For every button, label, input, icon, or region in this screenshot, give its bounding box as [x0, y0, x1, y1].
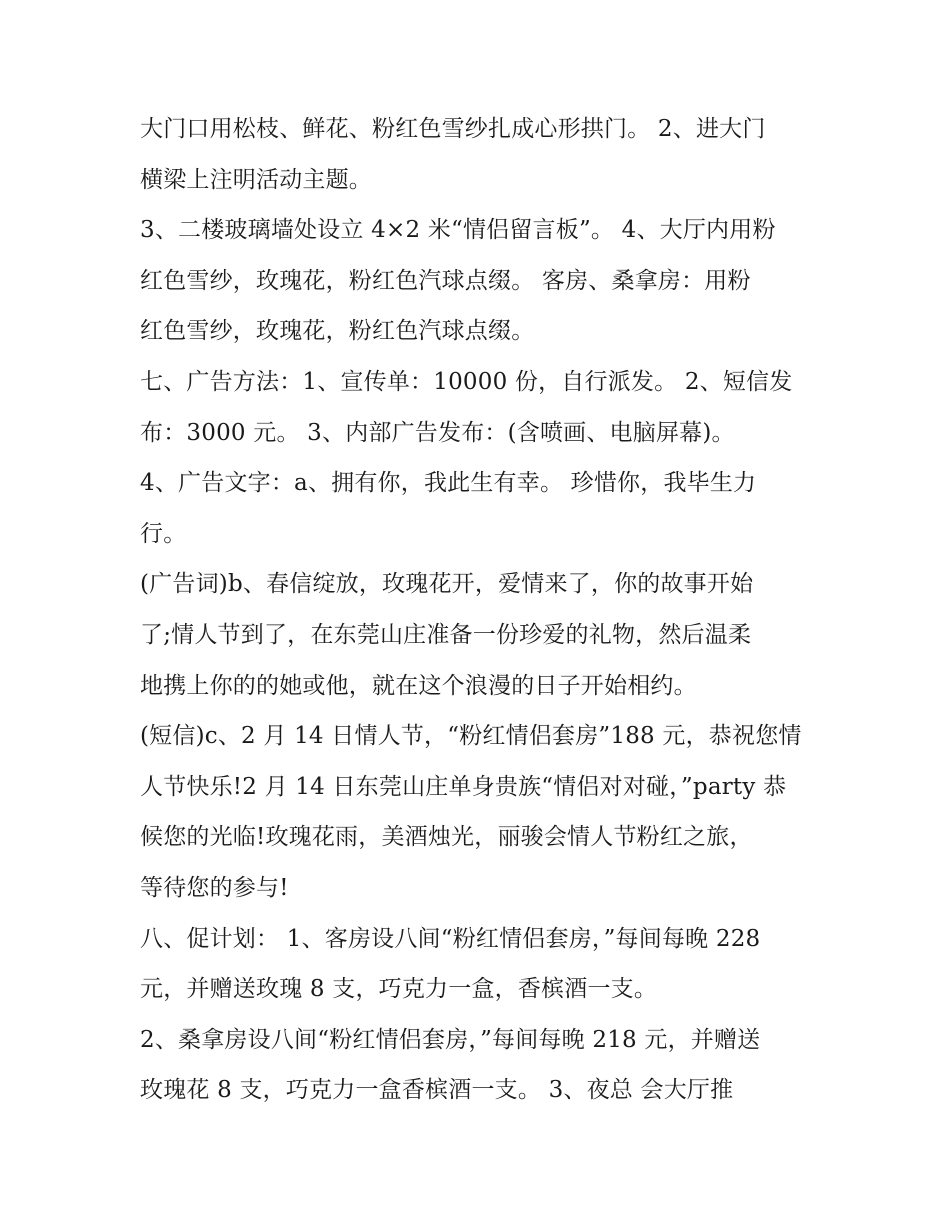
text-line: 七、广告方法：1、宣传单：10000 份，自行派发。 2、短信发: [140, 368, 793, 395]
text-line: 八、促计划： 1、客房设八间“粉红情侣套房，”每间每晚 228: [140, 925, 761, 952]
text-line: 等待您的参与!: [140, 874, 289, 901]
text-line: (广告词)b、春信绽放，玫瑰花开，爱情来了，你的故事开始: [140, 571, 754, 598]
text-line: 3、二楼玻璃墙处设立 4×2 米“情侣留言板”。 4、大厅内用粉: [140, 217, 776, 244]
text-line: 大门口用松枝、鲜花、粉红色雪纱扎成心形拱门。 2、进大门: [140, 116, 766, 142]
text-line: 了;情人节到了，在东莞山庄准备一份珍爱的礼物，然后温柔: [140, 621, 752, 648]
text-line: (短信)c、2 月 14 日情人节，“粉红情侣套房”188 元，恭祝您情: [140, 723, 802, 750]
text-line: 红色雪纱，玫瑰花，粉红色汽球点缀。 客房、桑拿房：用粉: [140, 267, 751, 294]
text-line: 地携上你的的她或他，就在这个浪漫的日子开始相约。: [140, 672, 697, 699]
text-line: 玫瑰花 8 支，巧克力一盒香槟酒一支。 3、夜总 会大厅推: [140, 1077, 734, 1104]
text-line: 行。: [140, 520, 187, 547]
text-line: 横梁上注明活动主题。: [140, 166, 372, 193]
text-line: 2、桑拿房设八间“粉红情侣套房，”每间每晚 218 元，并赠送: [140, 1026, 761, 1053]
text-line: 人节快乐!2 月 14 日东莞山庄单身贵族“情侣对对碰，”party 恭: [140, 773, 787, 800]
document-body: [140, 104, 820, 1116]
text-line: 元，并赠送玫瑰 8 支，巧克力一盒，香槟酒一支。: [140, 976, 658, 1003]
text-line: 布：3000 元。 3、内部广告发布：(含喷画、电脑屏幕)。: [140, 419, 735, 446]
text-line: 4、广告文字：a、拥有你，我此生有幸。 珍惜你，我毕生力: [140, 470, 757, 497]
text-line: 红色雪纱，玫瑰花，粉红色汽球点缀。: [140, 318, 535, 345]
text-line: 候您的光临!玫瑰花雨，美酒烛光，丽骏会情人节粉红之旅，: [140, 824, 753, 851]
